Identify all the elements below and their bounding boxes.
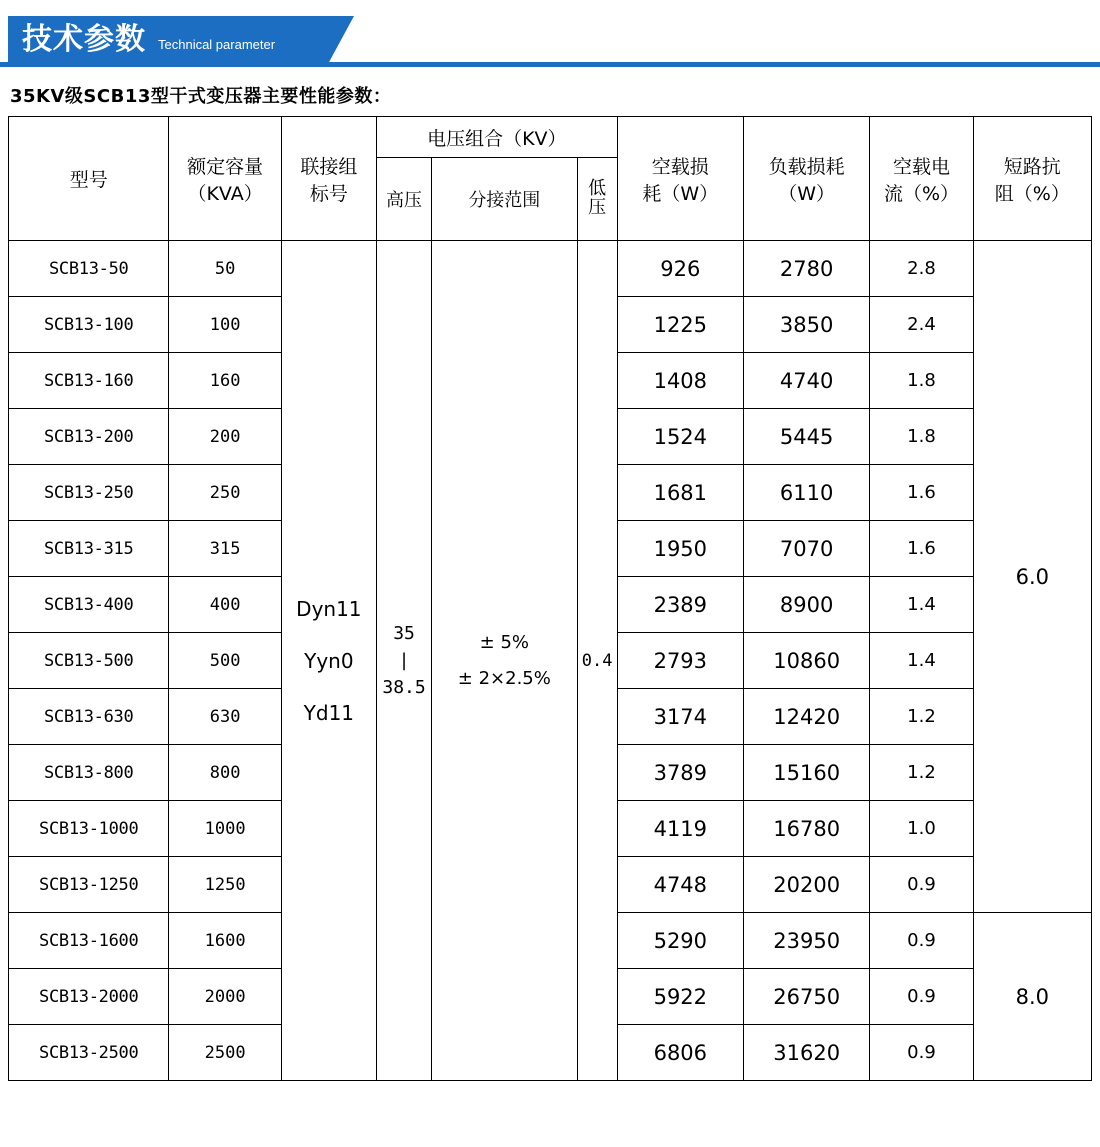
cell-load-loss: 26750 (743, 969, 869, 1025)
cell-model: SCB13-200 (9, 409, 169, 465)
cell-no-load-loss: 926 (617, 241, 743, 297)
header-low-voltage-line1: 低 (588, 178, 607, 200)
cell-model: SCB13-630 (9, 689, 169, 745)
cell-connection-groups (281, 241, 376, 1081)
header-short-circuit-line1: 短路抗 (1003, 155, 1061, 178)
cell-no-load-loss: 2793 (617, 633, 743, 689)
cell-model: SCB13-800 (9, 745, 169, 801)
cell-load-loss: 31620 (743, 1025, 869, 1081)
cell-model: SCB13-2000 (9, 969, 169, 1025)
cell-no-load-loss: 4119 (617, 801, 743, 857)
high-voltage-0: 35 (393, 623, 415, 644)
cell-load-loss: 23950 (743, 913, 869, 969)
header-rated-capacity-line2: （KVA） (187, 182, 263, 205)
header-no-load-current-line1: 空载电 (892, 155, 950, 178)
header-title-cn: 技术参数 (22, 22, 146, 57)
cell-capacity: 250 (169, 465, 281, 521)
cell-capacity: 160 (169, 353, 281, 409)
cell-model: SCB13-2500 (9, 1025, 169, 1081)
cell-model: SCB13-500 (9, 633, 169, 689)
cell-capacity: 800 (169, 745, 281, 801)
header-no-load-loss-line1: 空载损 (651, 155, 709, 178)
header-connection-group (281, 117, 376, 241)
cell-load-loss: 16780 (743, 801, 869, 857)
table-body (9, 241, 1092, 1081)
cell-no-load-current: 1.6 (870, 521, 973, 577)
cell-no-load-current: 1.4 (870, 633, 973, 689)
cell-no-load-current: 1.2 (870, 689, 973, 745)
cell-no-load-current: 1.2 (870, 745, 973, 801)
cell-no-load-current: 1.4 (870, 577, 973, 633)
header-connection-group-line1: 联接组 (300, 155, 358, 178)
cell-capacity: 630 (169, 689, 281, 745)
cell-load-loss: 8900 (743, 577, 869, 633)
header-high-voltage: 高压 (376, 158, 431, 241)
cell-load-loss: 2780 (743, 241, 869, 297)
header-load-loss-line1: 负载损耗 (768, 155, 845, 178)
cell-no-load-loss: 1950 (617, 521, 743, 577)
cell-model: SCB13-315 (9, 521, 169, 577)
table-header-row-1 (9, 117, 1092, 158)
cell-capacity: 200 (169, 409, 281, 465)
cell-capacity: 1600 (169, 913, 281, 969)
header-voltage-combination: 电压组合（KV） (376, 117, 617, 158)
cell-no-load-loss: 1681 (617, 465, 743, 521)
cell-no-load-loss: 4748 (617, 857, 743, 913)
cell-capacity: 400 (169, 577, 281, 633)
cell-model: SCB13-1000 (9, 801, 169, 857)
cell-no-load-current: 1.8 (870, 353, 973, 409)
header-low-voltage-line2: 压 (588, 197, 607, 218)
cell-capacity: 2000 (169, 969, 281, 1025)
cell-no-load-current: 0.9 (870, 1025, 973, 1081)
header-tab (8, 16, 328, 64)
cell-no-load-current: 1.6 (870, 465, 973, 521)
cell-no-load-loss: 5290 (617, 913, 743, 969)
header-title-en: Technical parameter (158, 37, 276, 52)
cell-model: SCB13-250 (9, 465, 169, 521)
tap-range-1: ± 2×2.5% (457, 667, 551, 689)
header-connection-group-line2: 标号 (309, 182, 348, 205)
connection-group-1: Yyn0 (304, 648, 354, 673)
cell-no-load-loss: 1225 (617, 297, 743, 353)
header-no-load-loss-line2: 耗（W） (642, 182, 719, 205)
cell-capacity: 100 (169, 297, 281, 353)
cell-no-load-current: 2.8 (870, 241, 973, 297)
tap-range-0: ± 5% (479, 631, 529, 653)
cell-tap-range (432, 241, 577, 1081)
header-short-circuit-line2: 阻（%） (994, 182, 1070, 205)
cell-capacity: 50 (169, 241, 281, 297)
cell-load-loss: 20200 (743, 857, 869, 913)
cell-model: SCB13-100 (9, 297, 169, 353)
cell-impedance-group-2: 8.0 (973, 913, 1091, 1081)
connection-group-2: Yd11 (303, 700, 355, 725)
cell-capacity: 500 (169, 633, 281, 689)
header-no-load-loss (617, 117, 743, 241)
cell-load-loss: 3850 (743, 297, 869, 353)
cell-capacity: 1250 (169, 857, 281, 913)
cell-load-loss: 6110 (743, 465, 869, 521)
cell-impedance-group-1: 6.0 (973, 241, 1091, 913)
high-voltage-2: 38.5 (382, 677, 426, 698)
cell-no-load-loss: 3789 (617, 745, 743, 801)
cell-model: SCB13-1250 (9, 857, 169, 913)
header-model: 型号 (9, 117, 169, 241)
cell-no-load-loss: 5922 (617, 969, 743, 1025)
header-load-loss (743, 117, 869, 241)
cell-no-load-current: 1.0 (870, 801, 973, 857)
header-no-load-current (870, 117, 973, 241)
high-voltage-1: | (398, 650, 410, 671)
cell-load-loss: 15160 (743, 745, 869, 801)
cell-load-loss: 5445 (743, 409, 869, 465)
cell-model: SCB13-1600 (9, 913, 169, 969)
cell-no-load-loss: 3174 (617, 689, 743, 745)
cell-load-loss: 12420 (743, 689, 869, 745)
cell-model: SCB13-50 (9, 241, 169, 297)
header-short-circuit-impedance (973, 117, 1091, 241)
cell-model: SCB13-160 (9, 353, 169, 409)
cell-no-load-loss: 6806 (617, 1025, 743, 1081)
cell-no-load-loss: 1524 (617, 409, 743, 465)
header-rated-capacity (169, 117, 281, 241)
header-rated-capacity-line1: 额定容量 (187, 155, 264, 178)
cell-no-load-current: 0.9 (870, 969, 973, 1025)
cell-model: SCB13-400 (9, 577, 169, 633)
page-header (0, 0, 1100, 78)
cell-no-load-current: 1.8 (870, 409, 973, 465)
header-no-load-current-line2: 流（%） (883, 182, 959, 205)
table-row (9, 241, 1092, 297)
header-low-voltage (577, 158, 617, 241)
section-subtitle: 35KV级SCB13型干式变压器主要性能参数： (10, 86, 392, 107)
cell-no-load-current: 2.4 (870, 297, 973, 353)
cell-load-loss: 7070 (743, 521, 869, 577)
cell-no-load-loss: 2389 (617, 577, 743, 633)
cell-no-load-loss: 1408 (617, 353, 743, 409)
cell-load-loss: 4740 (743, 353, 869, 409)
cell-capacity: 1000 (169, 801, 281, 857)
cell-capacity: 2500 (169, 1025, 281, 1081)
parameters-table (8, 116, 1092, 1081)
parameters-table-wrapper (0, 116, 1100, 1081)
cell-high-voltage (376, 241, 431, 1081)
cell-no-load-current: 0.9 (870, 913, 973, 969)
header-tap-range: 分接范围 (432, 158, 577, 241)
cell-capacity: 315 (169, 521, 281, 577)
cell-low-voltage: 0.4 (577, 241, 617, 1081)
header-load-loss-line2: （W） (778, 182, 836, 205)
cell-load-loss: 10860 (743, 633, 869, 689)
connection-group-0: Dyn11 (296, 596, 362, 621)
cell-no-load-current: 0.9 (870, 857, 973, 913)
